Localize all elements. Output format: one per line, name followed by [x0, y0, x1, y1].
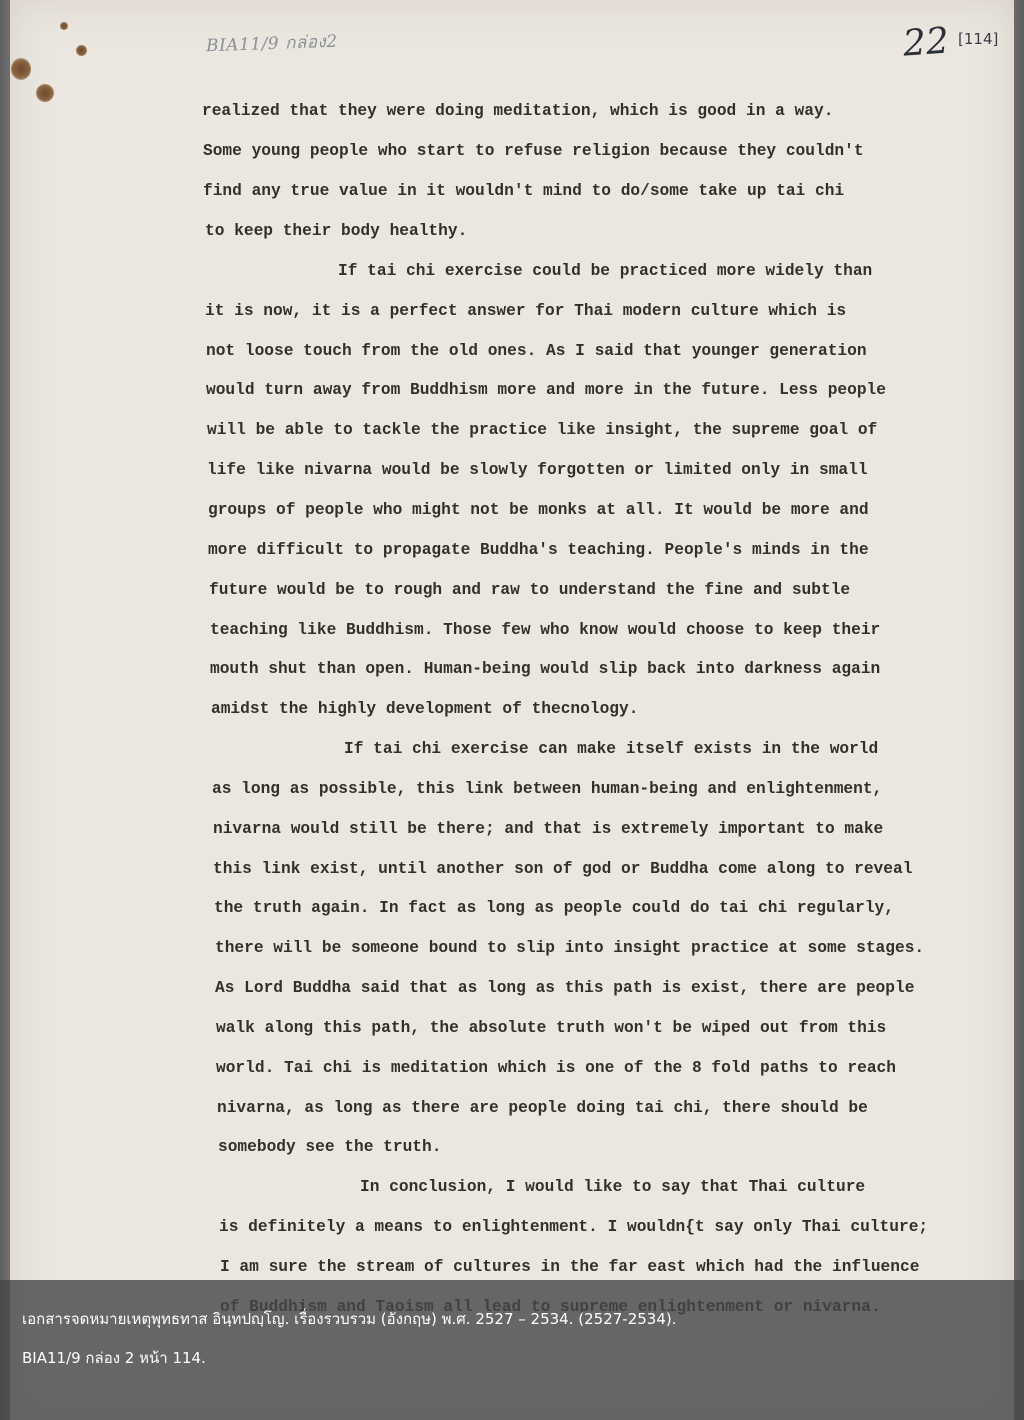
text-line: nivarna, as long as there are people doing tai chi, there should be: [217, 1099, 868, 1117]
text-line: is definitely a means to enlightenment. I wouldn{t say only Thai culture;: [219, 1218, 929, 1236]
text-line: In conclusion, I would like to say that Thai culture: [360, 1178, 866, 1196]
text-line: As Lord Buddha said that as long as this path is exist, there are people: [215, 979, 915, 997]
text-line: not loose touch from the old ones. As I said that younger generation: [206, 342, 867, 360]
text-line: teaching like Buddhism. Those few who know would choose to keep their: [210, 621, 881, 639]
text-line: find any true value in it wouldn't mind to do/some take up tai chi: [203, 182, 845, 200]
text-line: Some young people who start to refuse religion because they couldn't: [203, 142, 864, 160]
text-line: I am sure the stream of cultures in the far east which had the influence: [220, 1258, 920, 1276]
text-line: walk along this path, the absolute truth won't be wiped out from this: [216, 1019, 887, 1037]
text-line: life like nivarna would be slowly forgotten or limited only in small: [207, 461, 868, 479]
text-line: If tai chi exercise could be practiced more widely than: [338, 262, 873, 280]
text-line: nivarna would still be there; and that is extremely important to make: [213, 820, 884, 838]
text-line: the truth again. In fact as long as people could do tai chi regularly,: [214, 899, 894, 917]
handwritten-page-number: 22: [901, 20, 951, 65]
text-line: there will be someone bound to slip into insight practice at some stages.: [215, 939, 925, 957]
text-line: it is now, it is a perfect answer for Thai modern culture which is: [205, 302, 847, 320]
text-line: more difficult to propagate Buddha's teaching. People's minds in the: [208, 541, 869, 559]
caption-reference: BIA11/9 กล่อง 2 หน้า 114.: [22, 1349, 206, 1367]
text-line: somebody see the truth.: [218, 1138, 442, 1156]
text-line: world. Tai chi is meditation which is one of the 8 fold paths to reach: [216, 1059, 896, 1077]
text-line: would turn away from Buddhism more and more in the future. Less people: [206, 381, 886, 399]
text-line: will be able to tackle the practice like insight, the supreme goal of: [207, 421, 878, 439]
caption-title: เอกสารจดหมายเหตุพุทธทาส อินฺทปญฺโญ. เรื่องรวบรวม (อังกฤษ) พ.ศ. 2527 – 2534. (2527-2534).: [22, 1310, 677, 1328]
caption-bar: [0, 1280, 1024, 1420]
text-line: groups of people who might not be monks at all. It would be more and: [208, 501, 869, 519]
text-line: mouth shut than open. Human-being would slip back into darkness again: [210, 660, 881, 678]
pencil-archive-reference: BIA11/9 กล่อง2: [205, 31, 338, 57]
page-reference-bracket: [114]: [958, 30, 999, 48]
text-line: realized that they were doing meditation, which is good in a way.: [202, 102, 834, 120]
text-line: amidst the highly development of thecnology.: [211, 700, 639, 718]
text-line: If tai chi exercise can make itself exists in the world: [344, 740, 879, 758]
text-line: as long as possible, this link between human-being and enlightenment,: [212, 780, 883, 798]
text-line: future would be to rough and raw to understand the fine and subtle: [209, 581, 851, 599]
text-line: this link exist, until another son of god or Buddha come along to reveal: [213, 860, 913, 878]
text-line: to keep their body healthy.: [205, 222, 468, 240]
